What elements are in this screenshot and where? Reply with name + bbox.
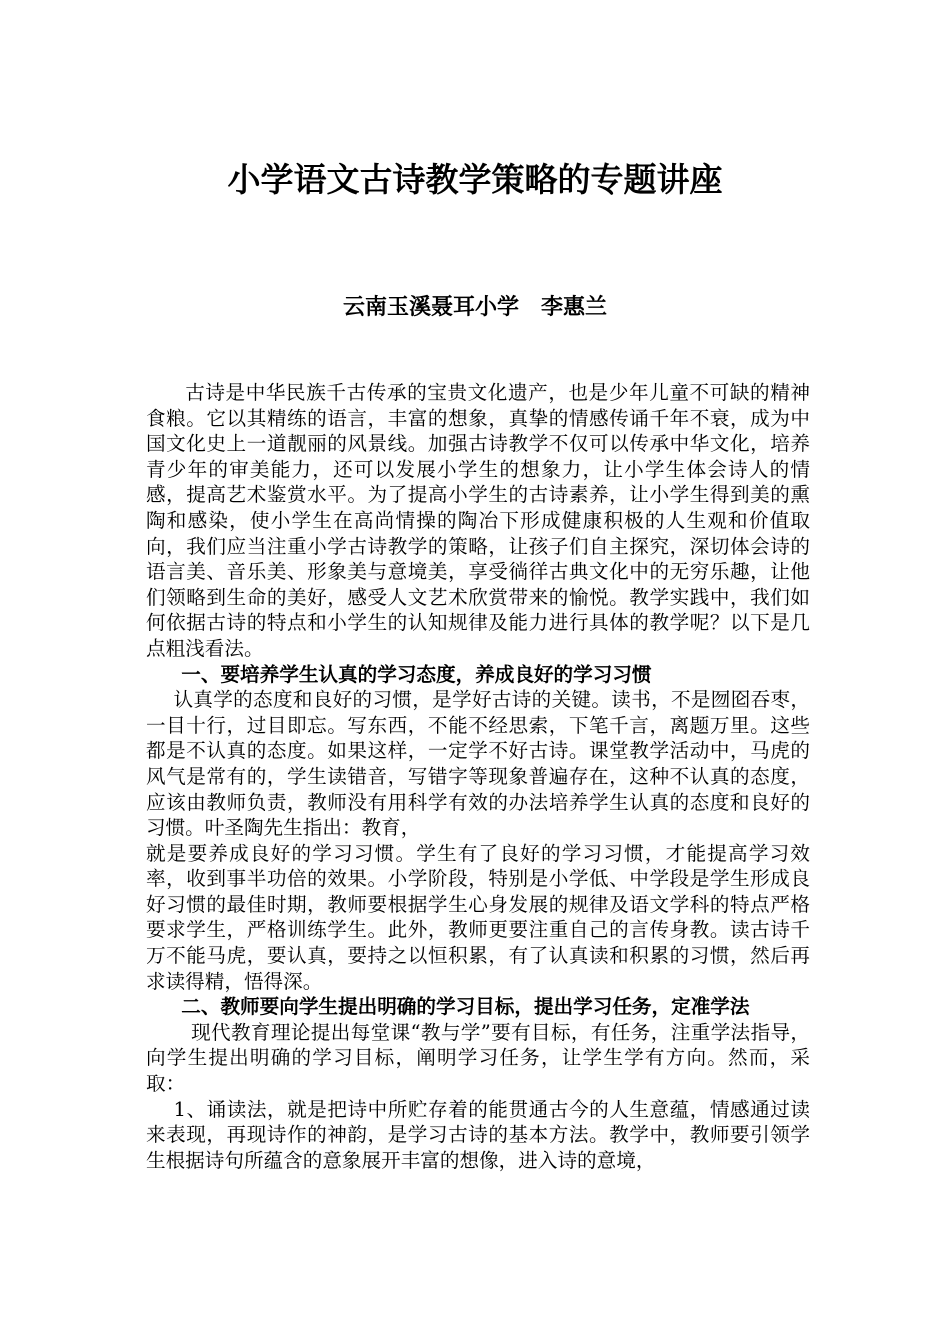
paragraph-method-1: 1、诵读法，就是把诗中所贮存着的能贯通古今的人生意蕴，情感通过读来表现，再现诗作的神韵，是学习古诗的基本方法。教学中，教师要引领学生根据诗句所蕴含的意象展开丰富的想像，进入诗的意境，: [146, 1097, 810, 1172]
section-heading-2: 二、教师要向学生提出明确的学习目标，提出学习任务，定准学法: [181, 995, 750, 1019]
section-heading-1: 一、要培养学生认真的学习态度，养成良好的学习习惯: [181, 662, 652, 686]
author-name: 李惠兰: [541, 294, 608, 320]
document-body: [146, 380, 810, 1173]
paragraph-section-1a: 认真学的态度和良好的习惯，是学好古诗的关键。读书，不是囫囵吞枣，一目十行，过目即忘。写东西，不能不经思索，下笔千言，离题万里。这些都是不认真的态度。如果这样，一定学不好古诗。课堂教学活动中，马虎的风气是常有的，学生读错音，写错字等现象普遍存在，这种不认真的态度，应该由教师负责，教师没有用科学有效的办法培养学生认真的态度和良好的习惯。叶圣陶先生指出：教育，: [146, 688, 810, 840]
author-line: [0, 287, 950, 327]
author-school: 云南玉溪聂耳小学: [342, 294, 519, 320]
paragraph-intro: 古诗是中华民族千古传承的宝贵文化遗产，也是少年儿童不可缺的精神食粮。它以其精练的语言，丰富的想象，真挚的情感传诵千年不衰，成为中国文化史上一道靓丽的风景线。加强古诗教学不仅可以传承中华文化，培养青少年的审美能力，还可以发展小学生的想象力，让小学生体会诗人的情感，提高艺术鉴赏水平。为了提高小学生的古诗素养，让小学生得到美的熏陶和感染，使小学生在高尚情操的陶冶下形成健康积极的人生观和价值取向，我们应当注重小学古诗教学的策略，让孩子们自主探究，深切体会诗的语言美、音乐美、形象美与意境美，享受徜徉古典文化中的无穷乐趣，让他们领略到生命的美好，感受人文艺术欣赏带来的愉悦。教学实践中，我们如何依据古诗的特点和小学生的认知规律及能力进行具体的教学呢？以下是几点粗浅看法。: [146, 381, 810, 660]
document-title: 小学语文古诗教学策略的专题讲座: [227, 160, 723, 199]
paragraph-section-2a: 现代教育理论提出每堂课“教与学”要有目标，有任务，注重学法指导，向学生提出明确的学习目标，阐明学习任务，让学生学有方向。然而，采取：: [146, 1020, 810, 1096]
paragraph-section-1b: 就是要养成良好的学习习惯。学生有了良好的学习习惯，才能提高学习效率，收到事半功倍的效果。小学阶段，特别是小学低、中学段是学生形成良好习惯的最佳时期，教师要根据学生心身发展的规律及语文学科的特点严格要求学生，严格训练学生。此外，教师更要注重自己的言传身教。读古诗千万不能马虎，要认真，要持之以恒积累，有了认真读和积累的习惯，然后再求读得精，悟得深。: [146, 841, 810, 993]
